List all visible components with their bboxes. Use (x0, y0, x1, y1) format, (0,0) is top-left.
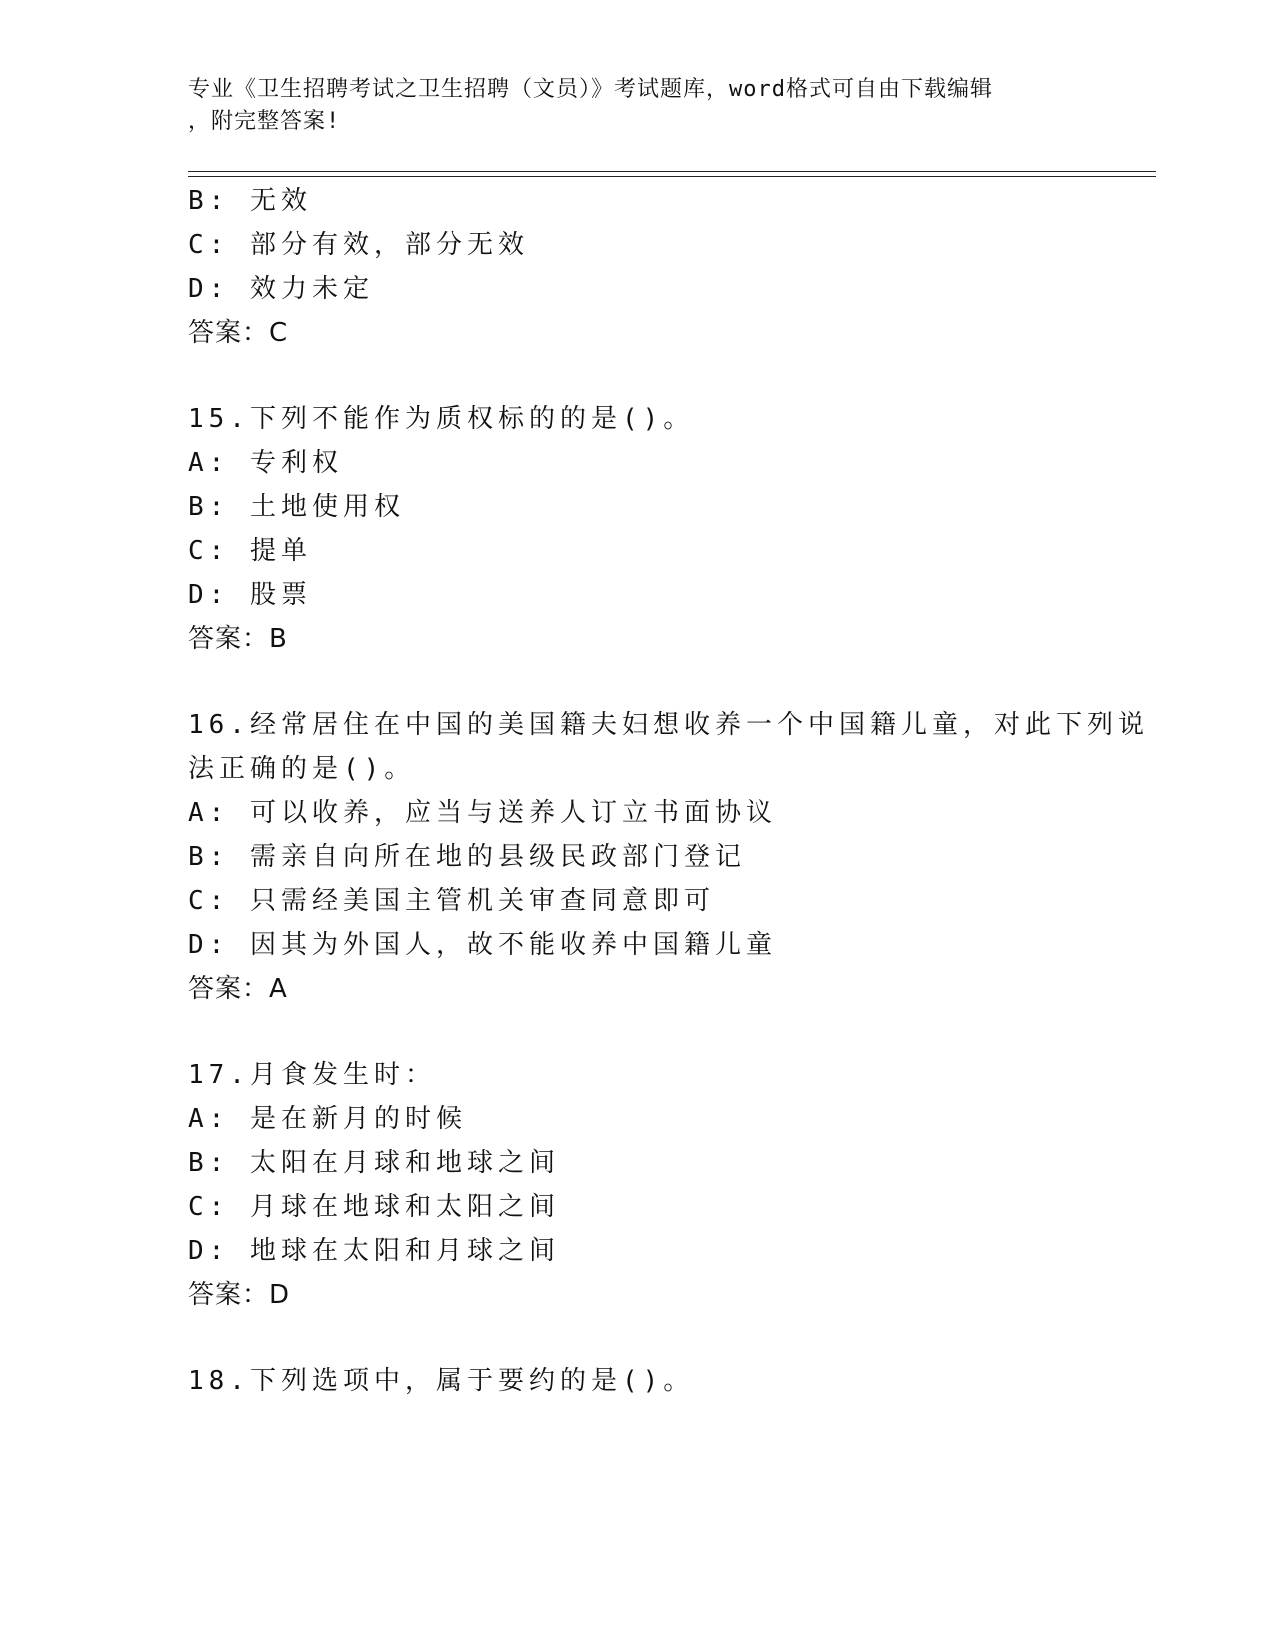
question-16-option-b: B: 需亲自向所在地的县级民政部门登记 (188, 842, 746, 872)
question-17-option-c: C: 月球在地球和太阳之间 (188, 1192, 560, 1222)
question-16-option-a: A: 可以收养，应当与送养人订立书面协议 (188, 798, 777, 828)
question-16-option-d: D: 因其为外国人，故不能收养中国籍儿童 (188, 930, 777, 960)
header-line-2: ，附完整答案! (188, 109, 341, 134)
question-17-stem: 17.月食发生时： (188, 1060, 436, 1090)
option-d: D: 效力未定 (188, 274, 374, 304)
question-15-option-c: C: 提单 (188, 536, 312, 566)
answer-line: 答案：C (188, 318, 289, 348)
question-15-option-a: A: 专利权 (188, 448, 343, 478)
option-b: B: 无效 (188, 186, 312, 216)
question-17-option-d: D: 地球在太阳和月球之间 (188, 1236, 560, 1266)
question-16-stem-line-1: 16.经常居住在中国的美国籍夫妇想收养一个中国籍儿童，对此下列说 (188, 710, 1149, 740)
question-15-option-b: B: 土地使用权 (188, 492, 405, 522)
header-rule-bottom (188, 176, 1156, 177)
question-16-stem-line-2: 法正确的是()。 (188, 754, 416, 784)
question-18-stem: 18.下列选项中，属于要约的是()。 (188, 1366, 695, 1396)
question-17-answer: 答案：D (188, 1280, 291, 1310)
question-15-answer: 答案：B (188, 624, 288, 654)
header-rule-top (188, 171, 1156, 172)
question-15-option-d: D: 股票 (188, 580, 312, 610)
question-17-option-b: B: 太阳在月球和地球之间 (188, 1148, 560, 1178)
question-17-option-a: A: 是在新月的时候 (188, 1104, 467, 1134)
question-15-stem: 15.下列不能作为质权标的的是()。 (188, 404, 695, 434)
document-header (188, 74, 1088, 138)
question-16-option-c: C: 只需经美国主管机关审查同意即可 (188, 886, 715, 916)
header-line-1: 专业《卫生招聘考试之卫生招聘（文员）》考试题库，word格式可自由下载编辑 (188, 77, 993, 102)
option-c: C: 部分有效，部分无效 (188, 230, 529, 260)
question-16-answer: 答案：A (188, 974, 288, 1004)
